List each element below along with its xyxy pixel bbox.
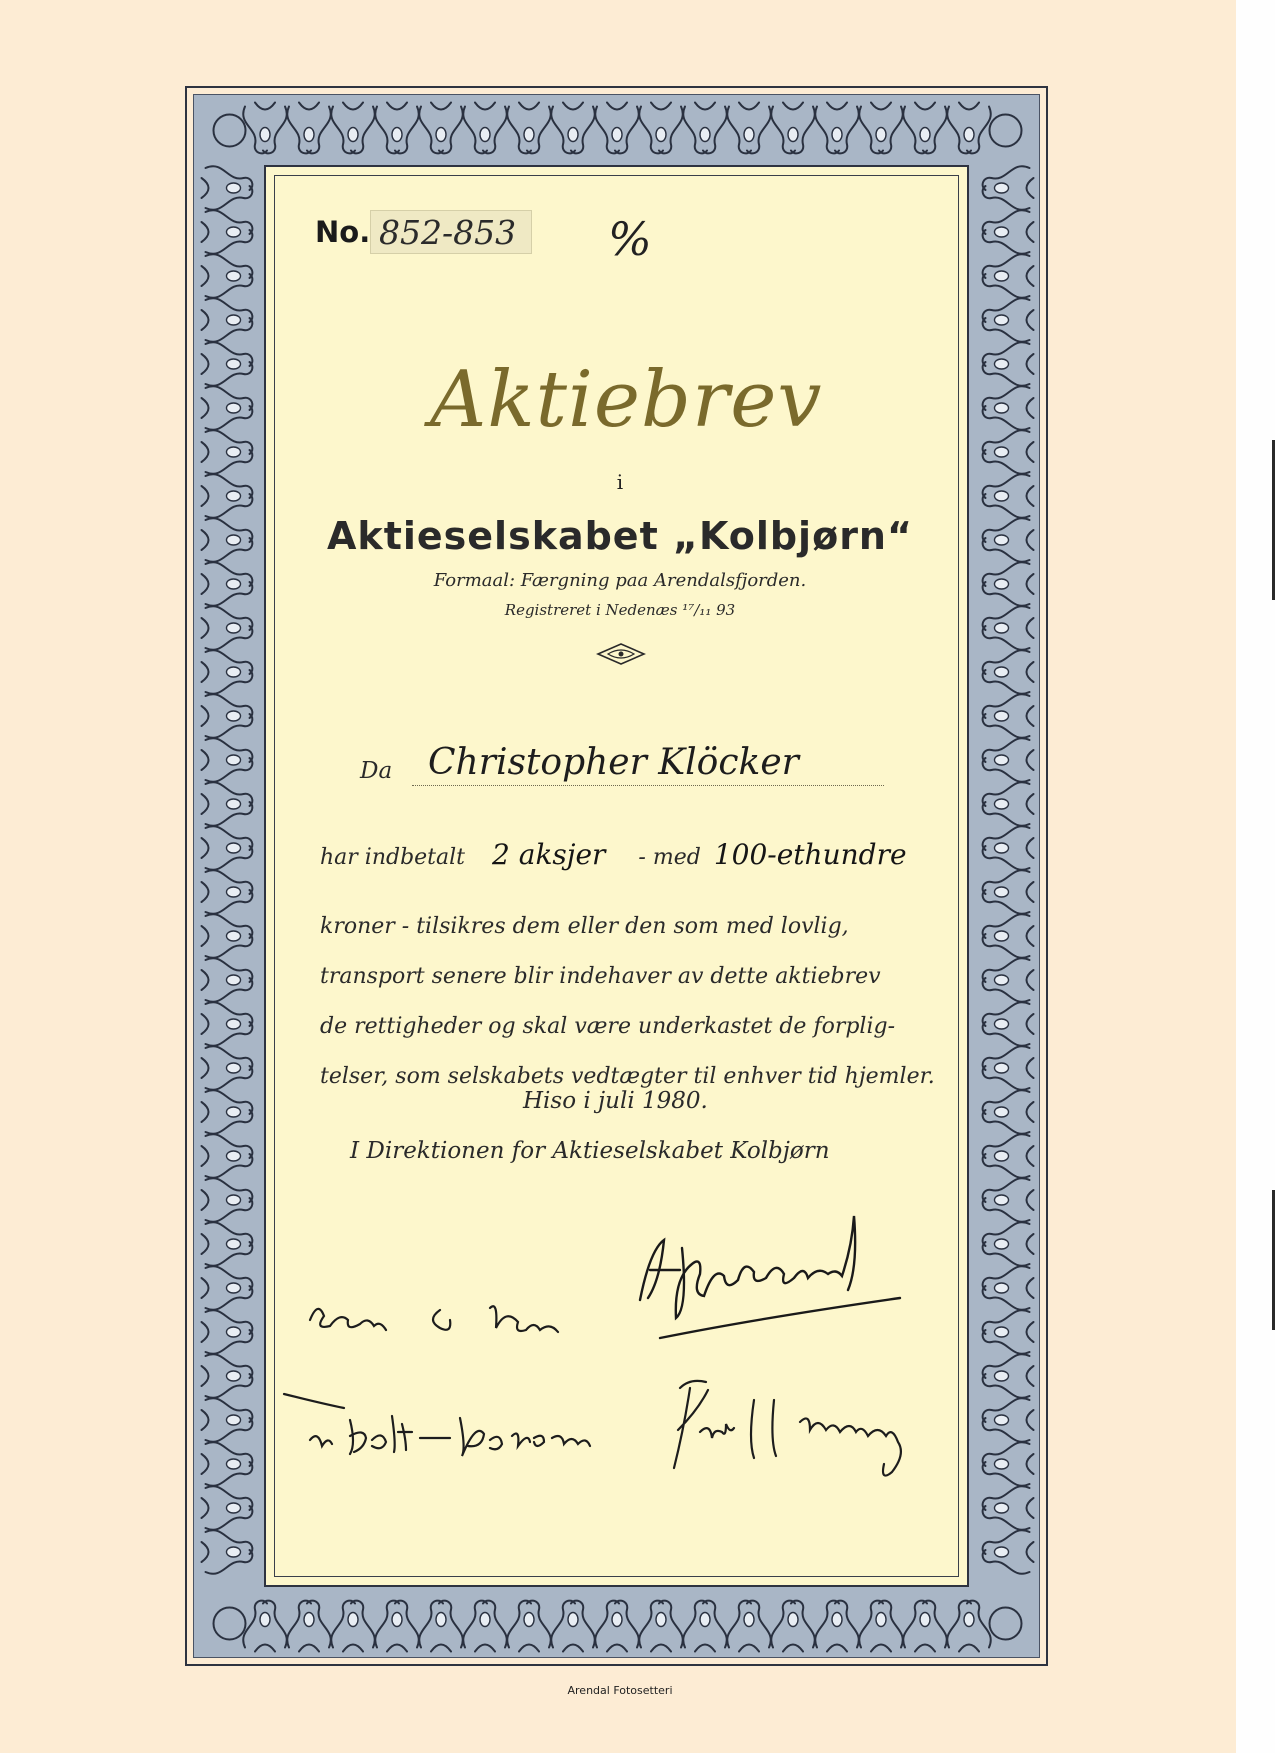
amount-written: 100-ethundre [713, 838, 907, 871]
border-motif [983, 650, 1034, 694]
border-motif [202, 430, 253, 474]
border-motif [202, 1090, 253, 1134]
border-motif [202, 254, 253, 298]
border-motif [202, 1486, 253, 1530]
registration-line: Registreret i Nedenæs ¹⁷/₁₁ 93 [504, 601, 736, 619]
company-name: Aktieselskabet „Kolbjørn“ [327, 514, 913, 558]
printer-credit: Arendal Fotosetteri [567, 1684, 673, 1697]
border-motif [983, 518, 1034, 562]
border-motif [983, 298, 1034, 342]
border-motif [331, 1601, 375, 1652]
border-motif [983, 1002, 1034, 1046]
holder-prefix: Da [360, 758, 393, 784]
border-motif [243, 103, 287, 154]
border-motif [202, 914, 253, 958]
border-motif [983, 1354, 1034, 1398]
border-motif [202, 1222, 253, 1266]
border-motif [983, 782, 1034, 826]
fraction-mark: % [608, 212, 652, 266]
number-label: No. [315, 215, 371, 249]
title-connector: i [616, 470, 624, 494]
border-motif [331, 103, 375, 154]
corner-ornament [990, 115, 1022, 147]
border-motif [903, 103, 947, 154]
diamond-ornament-icon [596, 642, 646, 666]
signature-kjell-rinsberg [650, 1370, 950, 1490]
border-motif [202, 474, 253, 518]
border-motif [202, 1442, 253, 1486]
border-motif [947, 103, 991, 154]
border-motif [983, 606, 1034, 650]
border-motif [983, 738, 1034, 782]
body-line-5: telser, som selskabets vedtægter til enhver tid hjemler. [320, 1064, 935, 1089]
signature-holst-pedersen [280, 1380, 640, 1490]
border-motif [983, 1442, 1034, 1486]
border-motif [983, 1310, 1034, 1354]
border-motif [202, 782, 253, 826]
border-motif [202, 738, 253, 782]
purpose-line: Formaal: Færgning paa Arendalsfjorden. [433, 570, 807, 591]
border-motif [983, 1222, 1034, 1266]
body-line-2: kroner - tilsikres dem eller den som med lovlig, [320, 914, 849, 939]
border-motif [815, 1601, 859, 1652]
border-motif [202, 518, 253, 562]
border-motif [683, 103, 727, 154]
border-motif [507, 103, 551, 154]
border-motif [983, 254, 1034, 298]
border-motif [463, 103, 507, 154]
border-motif [947, 1601, 991, 1652]
place-date: Hiso i juli 1980. [523, 1088, 708, 1114]
border-motif [727, 103, 771, 154]
border-motif [983, 914, 1034, 958]
border-motif [551, 1601, 595, 1652]
border-motif [243, 1601, 287, 1652]
border-motif [983, 1266, 1034, 1310]
border-motif [202, 1398, 253, 1442]
holder-name: Christopher Klöcker [428, 742, 799, 783]
border-motif [983, 386, 1034, 430]
border-motif [639, 1601, 683, 1652]
border-motif [202, 1178, 253, 1222]
paper-edge [1236, 0, 1275, 1753]
border-motif [375, 1601, 419, 1652]
border-motif [983, 474, 1034, 518]
border-motif [595, 103, 639, 154]
border-motif [983, 870, 1034, 914]
border-motif [983, 1090, 1034, 1134]
body-line-3: transport senere blir indehaver av dette aktiebrev [320, 964, 881, 989]
border-motif [983, 694, 1034, 738]
border-motif [202, 606, 253, 650]
border-motif [983, 1486, 1034, 1530]
name-dotted-line [412, 785, 884, 786]
border-motif [983, 1134, 1034, 1178]
border-motif [202, 210, 253, 254]
border-motif [983, 562, 1034, 606]
border-motif [595, 1601, 639, 1652]
border-motif [859, 1601, 903, 1652]
border-motif [202, 1310, 253, 1354]
border-motif [202, 342, 253, 386]
border-motif [983, 166, 1034, 210]
border-motif [419, 103, 463, 154]
border-motif [202, 694, 253, 738]
border-motif [983, 1530, 1034, 1574]
border-motif [983, 1178, 1034, 1222]
certificate-number: 852-853 [370, 210, 532, 254]
border-motif [507, 1601, 551, 1652]
signature-erling-dalen [300, 1280, 600, 1350]
border-motif [639, 103, 683, 154]
border-motif [983, 1398, 1034, 1442]
border-motif [202, 166, 253, 210]
border-motif [771, 103, 815, 154]
direction-line: I Direktionen for Aktieselskabet Kolbjørn [350, 1138, 830, 1164]
border-motif [551, 103, 595, 154]
border-motif [903, 1601, 947, 1652]
border-motif [287, 103, 331, 154]
border-motif [202, 826, 253, 870]
border-motif [727, 1601, 771, 1652]
border-motif [859, 103, 903, 154]
border-motif [202, 650, 253, 694]
border-motif [983, 342, 1034, 386]
border-motif [419, 1601, 463, 1652]
border-motif [815, 103, 859, 154]
amount-prefix: - med [638, 845, 701, 870]
border-motif [202, 1530, 253, 1574]
corner-ornament [214, 115, 246, 147]
border-motif [202, 1046, 253, 1090]
border-motif [202, 1002, 253, 1046]
border-motif [287, 1601, 331, 1652]
document-title: Aktiebrev [430, 355, 823, 445]
border-motif [202, 562, 253, 606]
border-motif [983, 210, 1034, 254]
border-motif [202, 958, 253, 1002]
border-motif [771, 1601, 815, 1652]
corner-ornament [990, 1608, 1022, 1640]
border-motif [983, 1046, 1034, 1090]
shares-written: 2 aksjer [492, 838, 606, 871]
border-motif [202, 1134, 253, 1178]
body-line-1 [320, 838, 907, 871]
border-motif [983, 430, 1034, 474]
corner-ornament [214, 1608, 246, 1640]
border-motif [375, 103, 419, 154]
paid-prefix: har indbetalt [320, 845, 466, 870]
border-motif [202, 1354, 253, 1398]
border-motif [202, 386, 253, 430]
border-motif [983, 826, 1034, 870]
body-line-4: de rettigheder og skal være underkastet de forplig- [320, 1014, 896, 1039]
border-motif [202, 1266, 253, 1310]
border-motif [202, 298, 253, 342]
border-motif [983, 958, 1034, 1002]
border-motif [683, 1601, 727, 1652]
border-motif [202, 870, 253, 914]
signature-director [620, 1210, 950, 1360]
border-motif [463, 1601, 507, 1652]
